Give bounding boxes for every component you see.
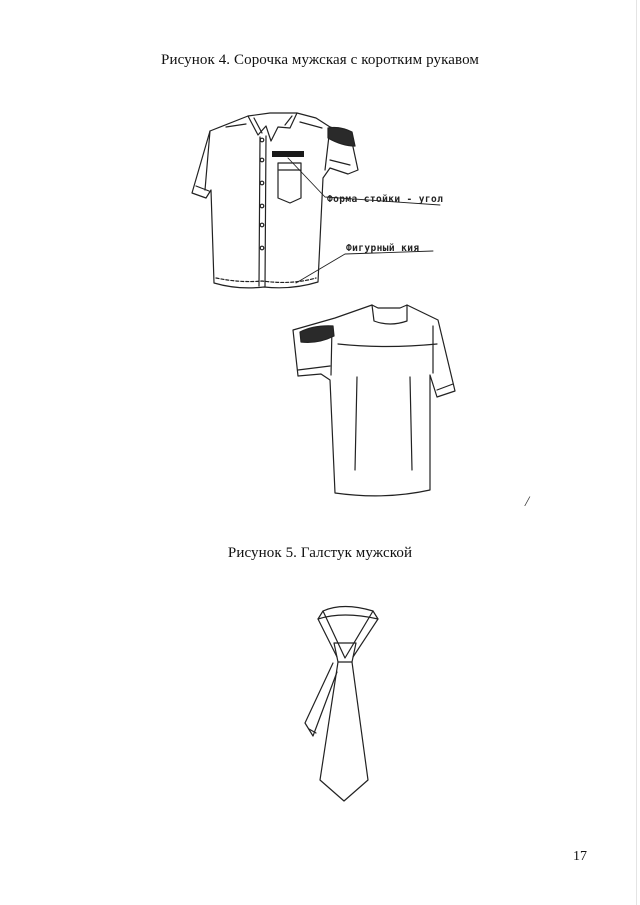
- stray-pen-mark: /: [525, 494, 530, 510]
- page-number: 17: [573, 849, 587, 864]
- figure-4-caption: Рисунок 4. Сорочка мужская с коротким рукавом: [161, 52, 479, 68]
- collar-angle-label: Форма стойки - угол: [327, 194, 444, 205]
- figure-5-caption: Рисунок 5. Галстук мужской: [227, 545, 413, 561]
- tie-drawing: [305, 607, 378, 802]
- curved-hem-label: Фигурный кия: [346, 243, 420, 254]
- shirt-back-drawing: [293, 305, 455, 496]
